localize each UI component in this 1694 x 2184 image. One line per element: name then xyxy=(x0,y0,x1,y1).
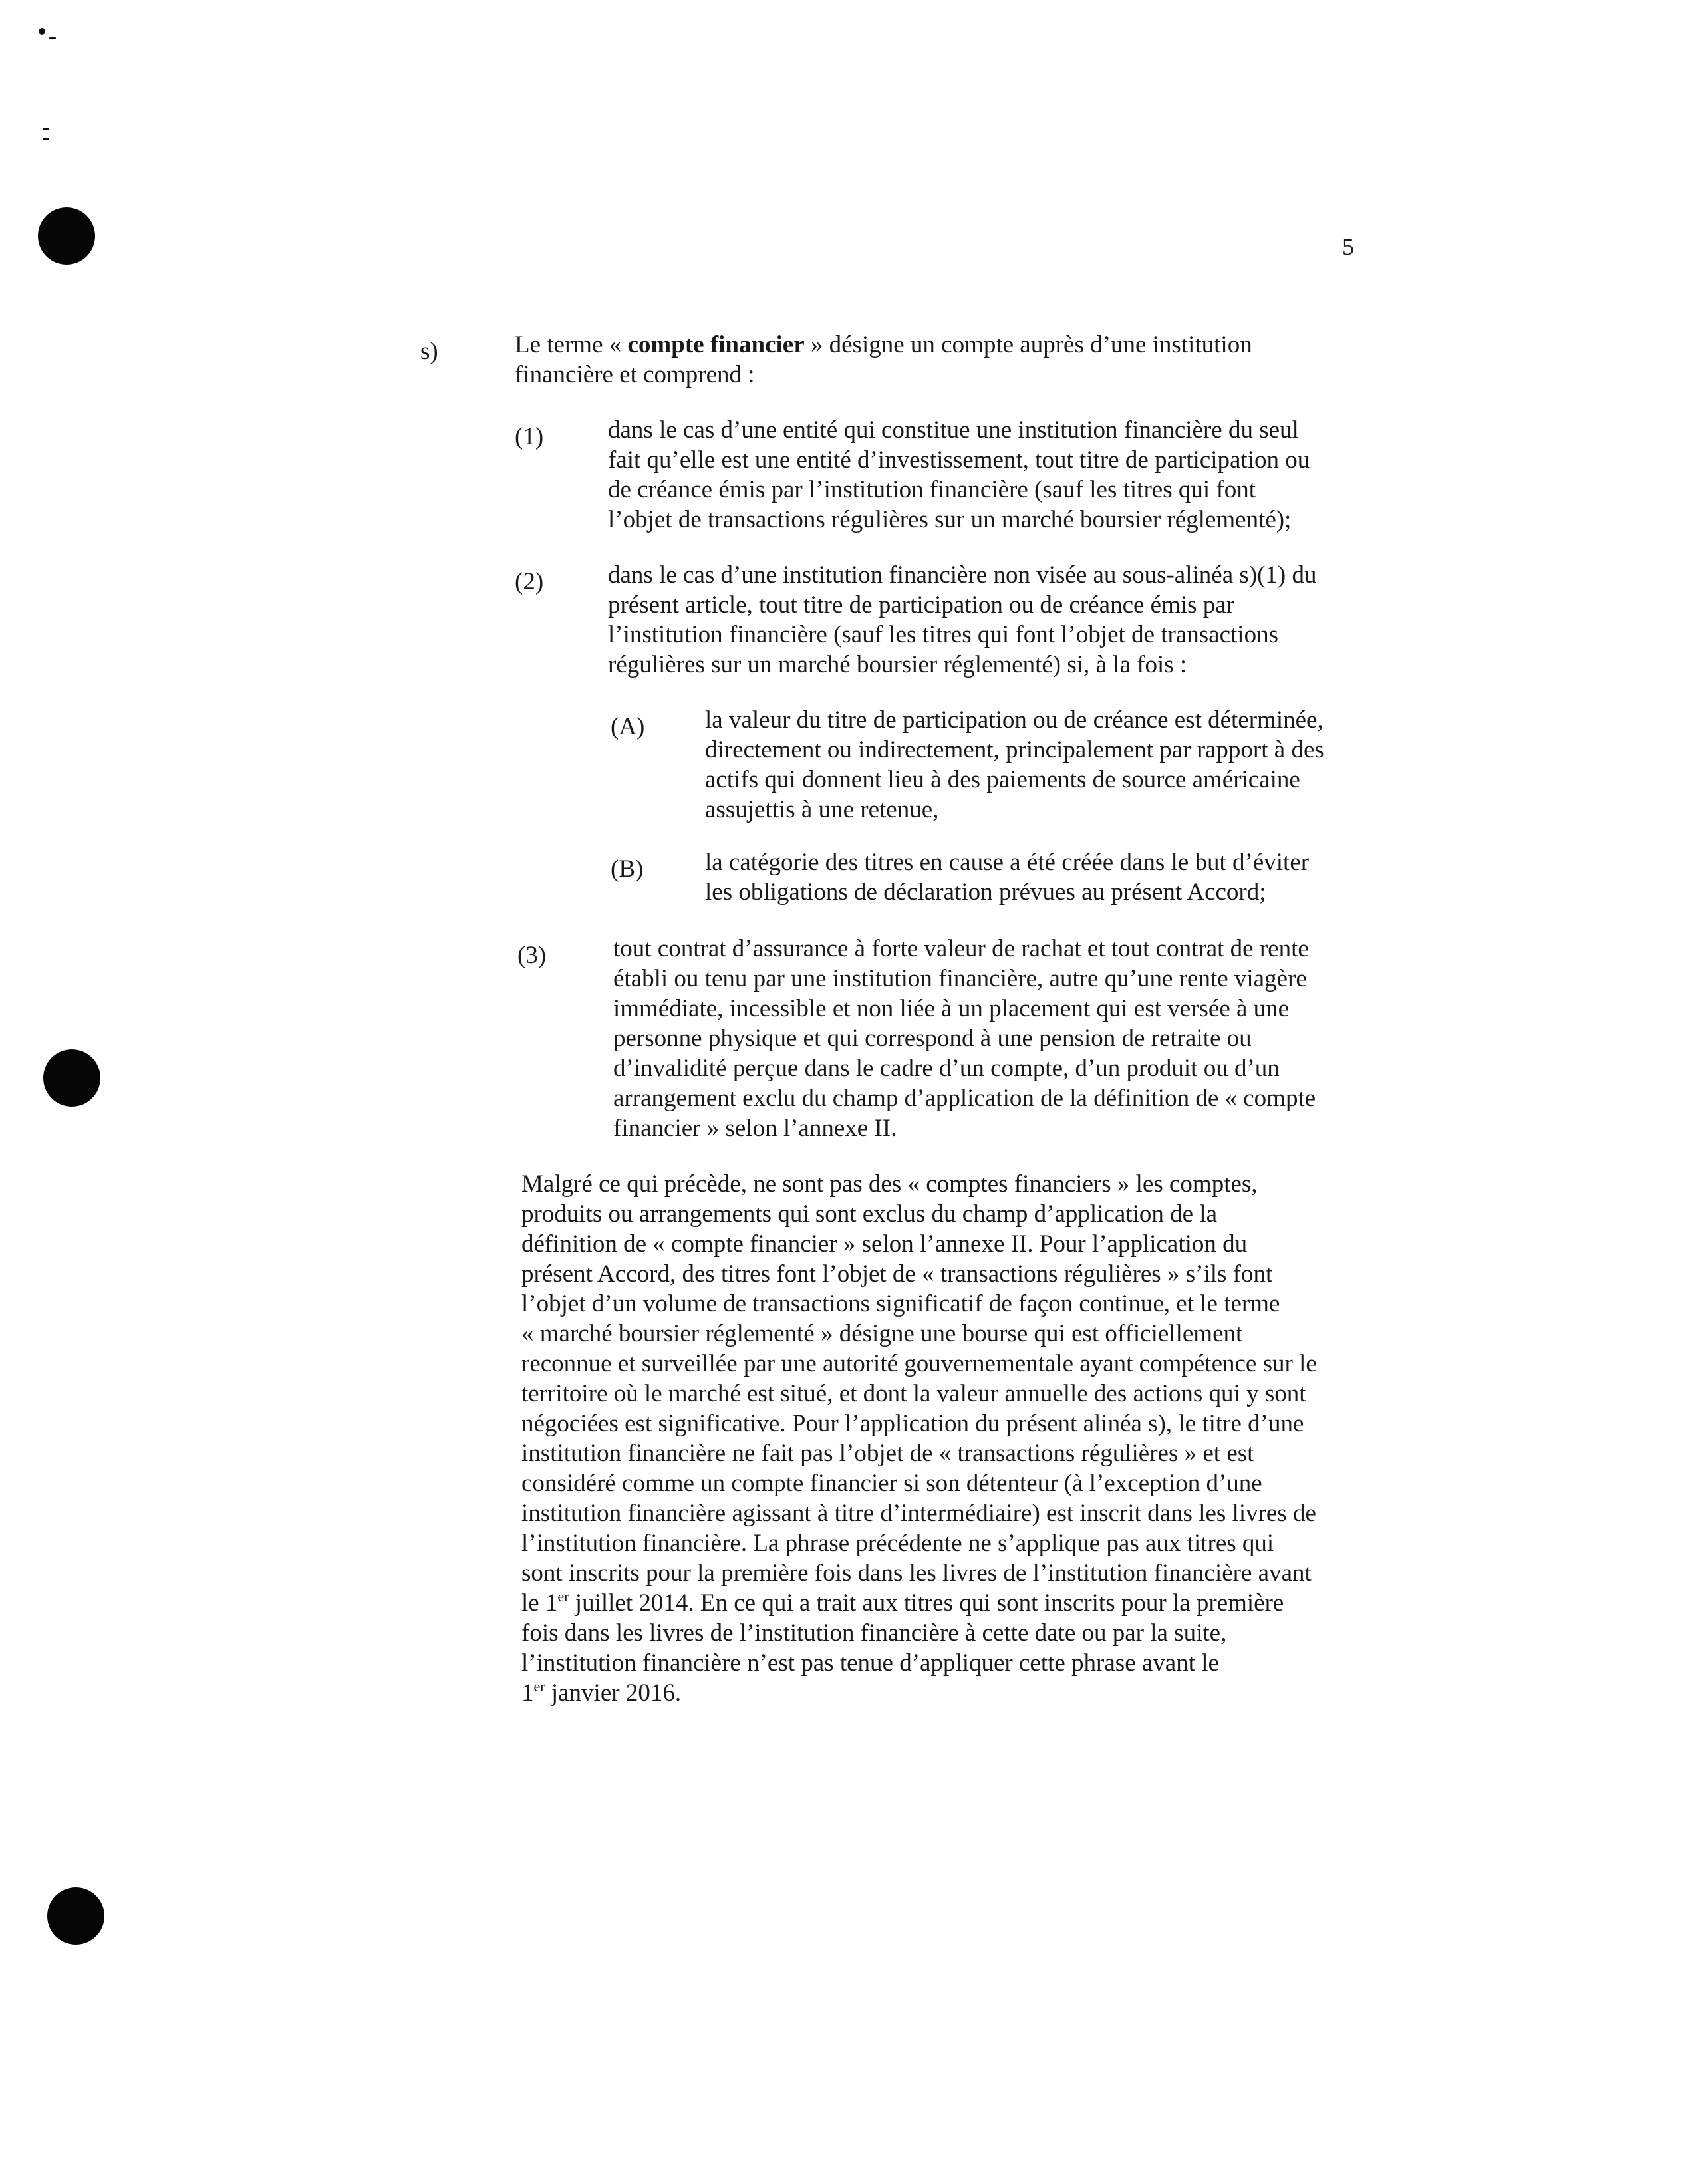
closing-line: l’institution financière. La phrase précédente ne s’applique pas aux titres qui xyxy=(521,1530,1274,1557)
closing-paragraph xyxy=(521,1169,1317,1708)
sub-1-line: de créance émis par l’institution financière (sauf les titres qui font xyxy=(608,476,1256,503)
scan-speck xyxy=(49,37,56,39)
punch-hole-top xyxy=(38,207,95,265)
text-run: janvier 2016. xyxy=(545,1679,682,1706)
item-s-text xyxy=(515,330,1252,390)
sub-2-line: l’institution financière (sauf les titres qui font l’objet de transactions xyxy=(608,621,1278,648)
text-run: juillet 2014. En ce qui a trait aux titres qui sont inscrits pour la première xyxy=(569,1589,1284,1617)
ordinal-superscript: er xyxy=(533,1678,545,1695)
sub-A-line: la valeur du titre de participation ou de créance est déterminée, xyxy=(705,706,1324,734)
closing-line: l’objet d’un volume de transactions significatif de façon continue, et le terme xyxy=(521,1290,1280,1317)
scan-speck xyxy=(39,28,45,35)
closing-line: produits ou arrangements qui sont exclus du champ d’application de la xyxy=(521,1200,1218,1228)
sub-1-line: fait qu’elle est une entité d’investissement, tout titre de participation ou xyxy=(608,446,1310,474)
sub-A-text xyxy=(705,705,1324,825)
sub-2-line: dans le cas d’une institution financière non visée au sous-alinéa s)(1) du xyxy=(608,561,1317,589)
sub-3-line: financier » selon l’annexe II. xyxy=(613,1115,897,1142)
page-number: 5 xyxy=(1342,233,1354,260)
closing-line: reconnue et surveillée par une autorité gouvernementale ayant compétence sur le xyxy=(521,1350,1317,1377)
sub-2-line: présent article, tout titre de participation ou de créance émis par xyxy=(608,591,1235,618)
sub-3-line: d’invalidité perçue dans le cadre d’un compte, d’un produit ou d’un xyxy=(613,1055,1280,1082)
closing-line: définition de « compte financier » selon l’annexe II. Pour l’application du xyxy=(521,1230,1248,1258)
closing-line: négociées est significative. Pour l’application du présent alinéa s), le titre d’une xyxy=(521,1410,1304,1437)
text-run: 1 xyxy=(521,1679,534,1706)
sub-3-text xyxy=(613,934,1316,1143)
closing-line: fois dans les livres de l’institution financière à cette date ou par la suite, xyxy=(521,1619,1227,1647)
scan-speck xyxy=(43,138,49,140)
sub-3-label: (3) xyxy=(517,942,547,969)
sub-B-line: la catégorie des titres en cause a été créée dans le but d’éviter xyxy=(705,849,1310,876)
defined-term: compte financier xyxy=(627,331,805,358)
sub-3-line: tout contrat d’assurance à forte valeur de rachat et tout contrat de rente xyxy=(613,935,1309,962)
sub-B-line: les obligations de déclaration prévues au présent Accord; xyxy=(705,879,1266,906)
sub-1-line: l’objet de transactions régulières sur un marché boursier réglementé); xyxy=(608,506,1292,533)
sub-1-label: (1) xyxy=(515,423,544,450)
closing-line: institution financière agissant à titre d’intermédiaire) est inscrit dans les livres de xyxy=(521,1500,1316,1527)
sub-3-line: immédiate, incessible et non liée à un placement qui est versée à une xyxy=(613,995,1290,1022)
text-run: » désigne un compte auprès d’une institution xyxy=(804,331,1252,358)
sub-1-line: dans le cas d’une entité qui constitue une institution financière du seul xyxy=(608,416,1299,444)
scan-speck xyxy=(43,128,49,130)
sub-A-label: (A) xyxy=(611,713,645,740)
sub-B-label: (B) xyxy=(611,855,644,883)
sub-A-line: assujettis à une retenue, xyxy=(705,796,939,823)
item-s-line xyxy=(515,330,1252,360)
sub-3-line: arrangement exclu du champ d’application de la définition de « compte xyxy=(613,1085,1316,1112)
text-run: Le terme « xyxy=(515,331,628,358)
sub-B-text xyxy=(705,847,1309,907)
closing-line: l’institution financière n’est pas tenue d’appliquer cette phrase avant le xyxy=(521,1649,1219,1677)
closing-line: institution financière ne fait pas l’objet de « transactions régulières » et est xyxy=(521,1440,1254,1467)
closing-line: territoire où le marché est situé, et dont la valeur annuelle des actions qui y sont xyxy=(521,1380,1306,1407)
punch-hole-bottom xyxy=(47,1887,104,1945)
item-s-line: financière et comprend : xyxy=(515,361,755,388)
punch-hole-middle xyxy=(43,1049,100,1107)
sub-3-line: établi ou tenu par une institution financière, autre qu’une rente viagère xyxy=(613,965,1307,992)
closing-line: Malgré ce qui précède, ne sont pas des « comptes financiers » les comptes, xyxy=(521,1170,1258,1198)
item-s-label: s) xyxy=(420,338,438,365)
closing-line: considéré comme un compte financier si son détenteur (à l’exception d’une xyxy=(521,1470,1262,1497)
sub-1-text xyxy=(608,415,1310,535)
closing-line xyxy=(521,1678,1317,1708)
closing-line xyxy=(521,1588,1317,1618)
ordinal-superscript: er xyxy=(557,1588,569,1605)
sub-2-label: (2) xyxy=(515,568,544,595)
closing-line: présent Accord, des titres font l’objet de « transactions régulières » s’ils font xyxy=(521,1260,1273,1288)
sub-A-line: directement ou indirectement, principalement par rapport à des xyxy=(705,736,1324,763)
closing-line: sont inscrits pour la première fois dans les livres de l’institution financière avant xyxy=(521,1560,1312,1587)
sub-3-line: personne physique et qui correspond à une pension de retraite ou xyxy=(613,1025,1252,1052)
text-run: le 1 xyxy=(521,1589,558,1617)
closing-line: « marché boursier réglementé » désigne une bourse qui est officiellement xyxy=(521,1320,1243,1347)
sub-2-text xyxy=(608,560,1316,680)
sub-A-line: actifs qui donnent lieu à des paiements de source américaine xyxy=(705,766,1300,793)
sub-2-line: régulières sur un marché boursier réglementé) si, à la fois : xyxy=(608,651,1187,678)
